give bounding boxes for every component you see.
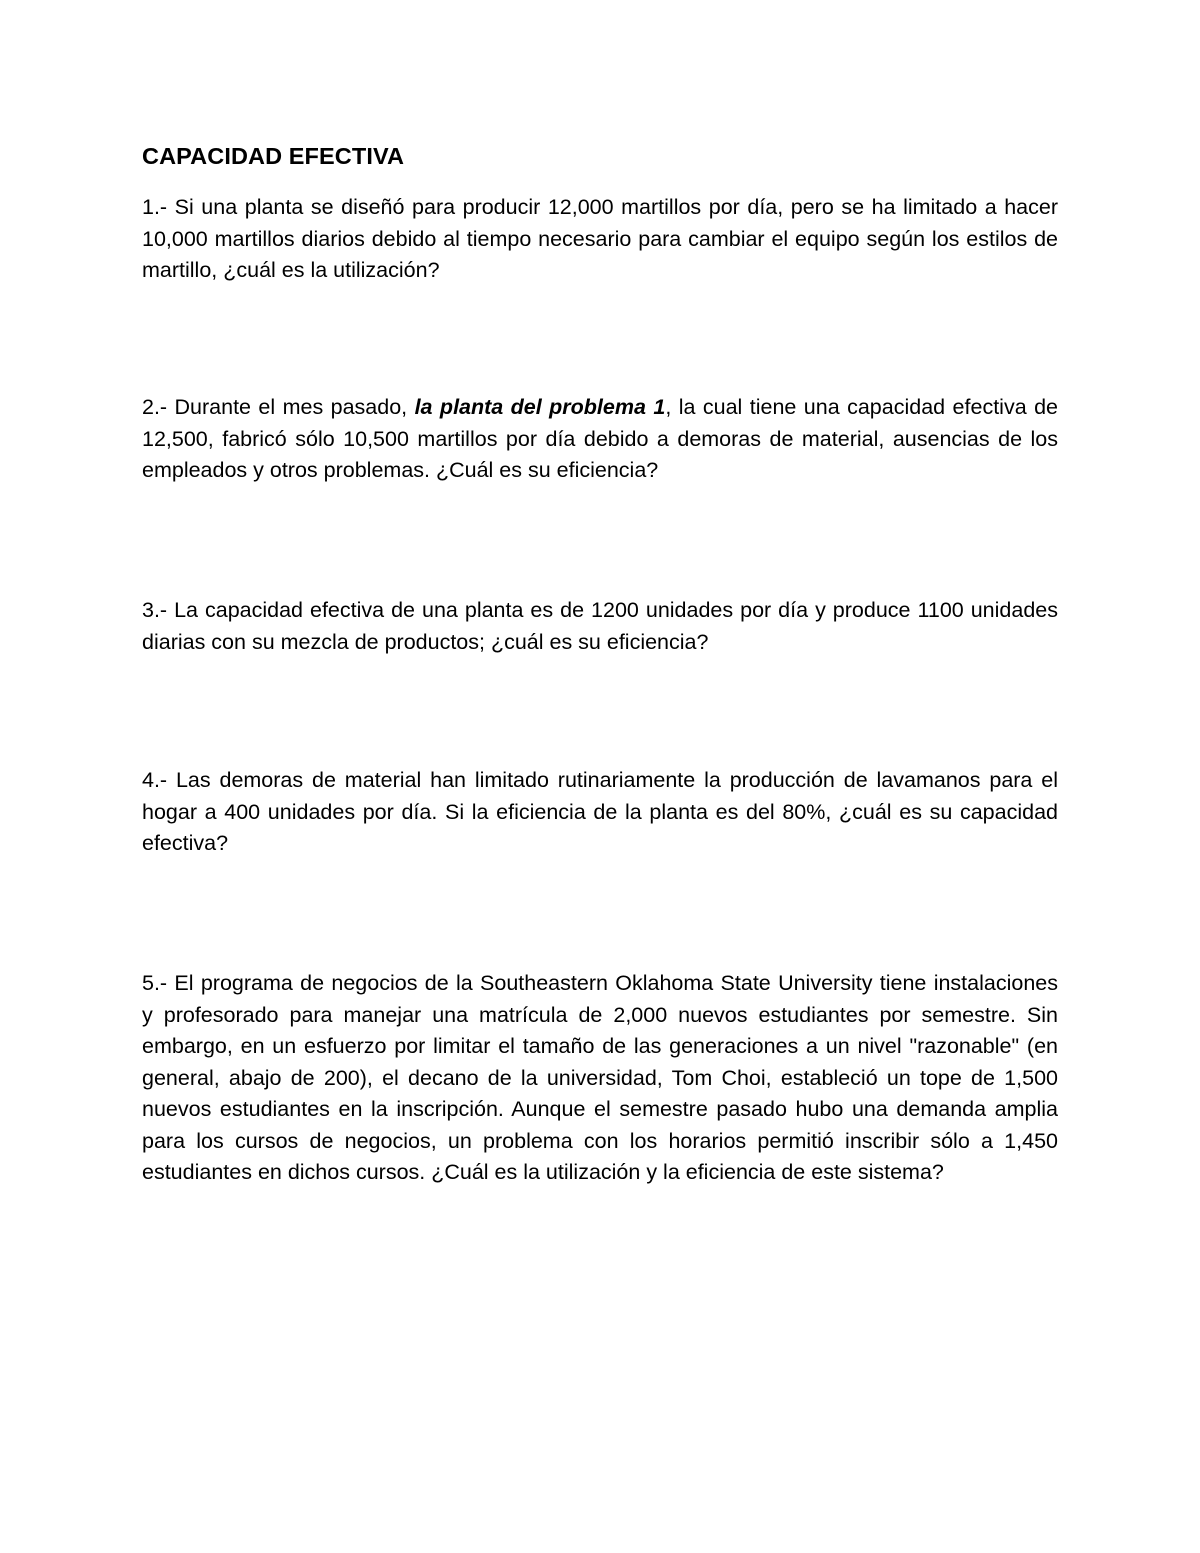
problem-1: 1.- Si una planta se diseñó para producir 12,000 martillos por día, pero se ha limitado a hacer 10,000 martillos diarios debido al tiempo necesario para cambiar el equipo según los estilos de martillo, ¿cuál es la utilización? <box>142 195 1058 282</box>
problem-5: 5.- El programa de negocios de la Southeastern Oklahoma State University tiene instalaciones y profesorado para manejar una matrícula de 2,000 nuevos estudiantes por semestre. Sin embargo, en un esfuerzo por limitar el tamaño de las generaciones a un nivel "razonable" (en general, abajo de 200), el decano de la universidad, Tom Choi, estableció un tope de 1,500 nuevos estudiantes en la inscripción. Aunque el semestre pasado hubo una demanda amplia para los cursos de negocios, un problema con los horarios permitió inscribir sólo a 1,450 estudiantes en dichos cursos. ¿Cuál es la utilización y la eficiencia de este sistema? <box>142 971 1058 1184</box>
problem-2-emphasis: la planta del problema 1 <box>414 395 666 419</box>
problem-2-text-before: 2.- Durante el mes pasado, <box>142 395 415 419</box>
document-page <box>142 140 1058 1184</box>
problem-2 <box>142 392 1058 487</box>
document-title: CAPACIDAD EFECTIVA <box>142 143 405 169</box>
problem-4: 4.- Las demoras de material han limitado rutinariamente la producción de lavamanos para el hogar a 400 unidades por día. Si la eficiencia de la planta es del 80%, ¿cuál es su capacidad efectiva? <box>142 768 1058 855</box>
problem-3: 3.- La capacidad efectiva de una planta es de 1200 unidades por día y produce 1100 unidades diarias con su mezcla de productos; ¿cuál es su eficiencia? <box>142 598 1058 654</box>
problem-2-text-after: , la cual tiene una capacidad efectiva de 12,500, fabricó sólo 10,500 martillos por día debido a demoras de material, ausencias de los empleados y otros problemas. ¿Cuál es su eficiencia? <box>142 395 1058 482</box>
